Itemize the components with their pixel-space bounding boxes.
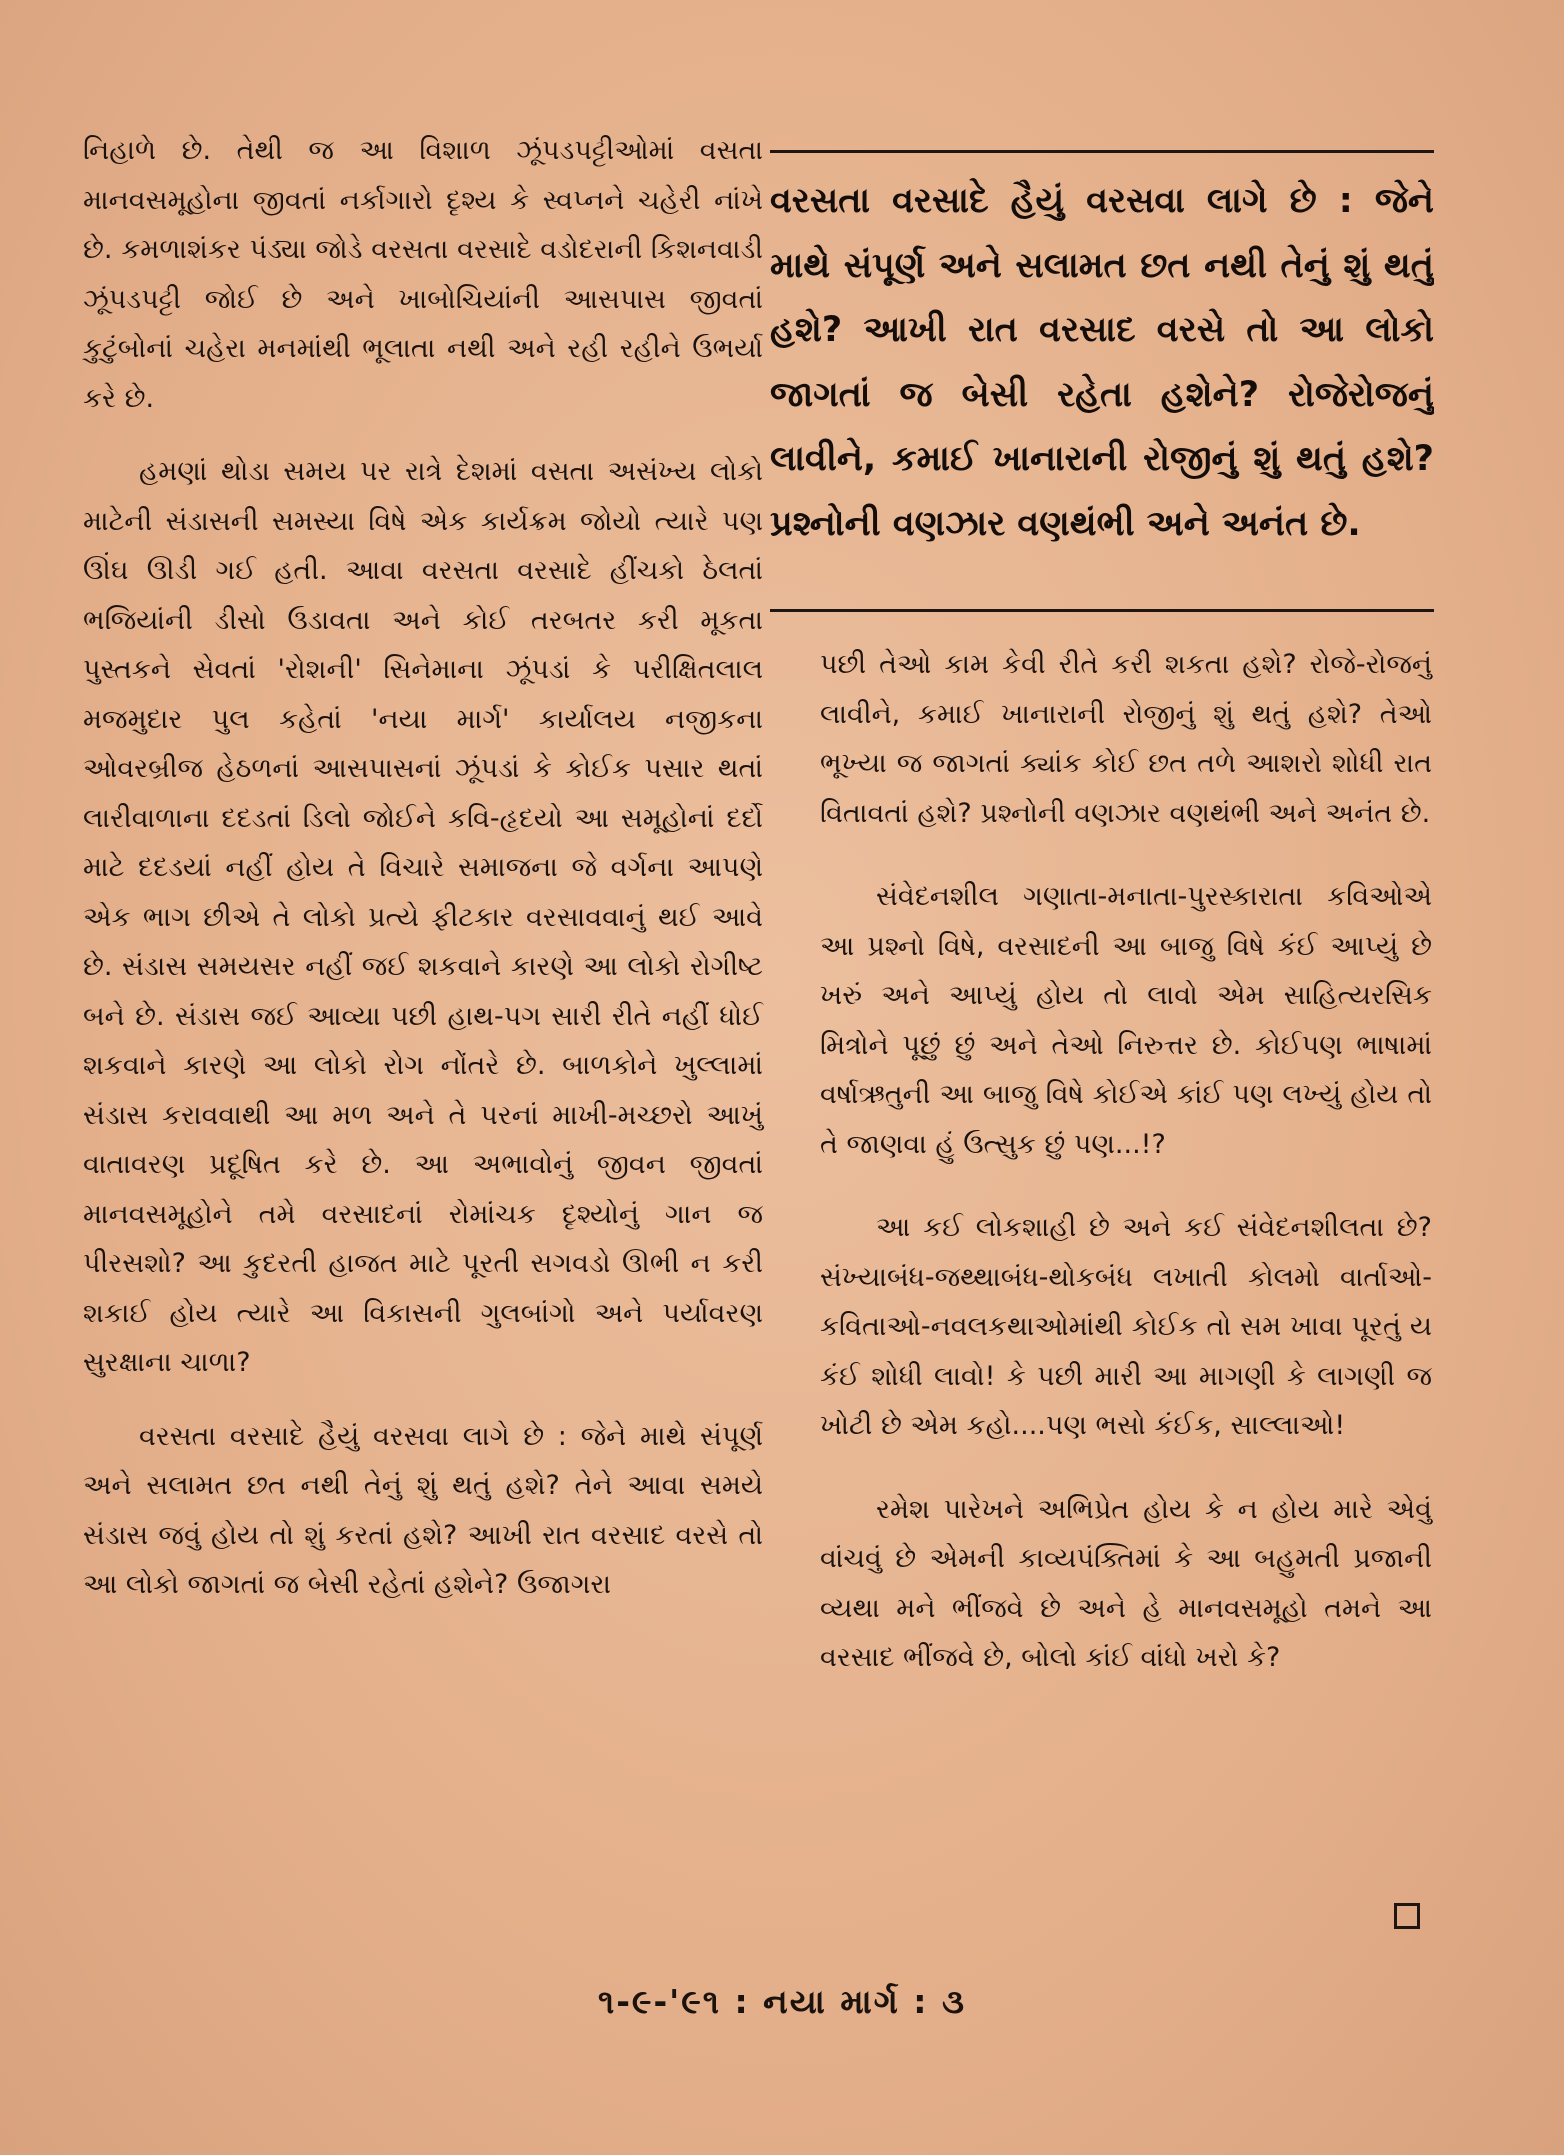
end-of-article-mark <box>1394 1903 1420 1929</box>
right-paragraph-4: રમેશ પારેખને અભિપ્રેત હોય કે ન હોય મારે એવું વાંચવું છે એમની કાવ્યપંક્તિમાં કે આ બહુમતી પ્રજાની વ્યથા મને ભીંજવે છે અને હે માનવસમૂહો તમને આ વરસાદ ભીંજવે છે, બોલો કાંઈ વાંધો ખરો કે? <box>820 1493 1432 1673</box>
left-paragraph-2: હમણાં થોડા સમય પર રાત્રે દેશમાં વસતા અસંખ્ય લોકો માટેની સંડાસની સમસ્યા વિષે એક કાર્યક્રમ જોયો ત્યારે પણ ઊંઘ ઊડી ગઈ હતી. આવા વરસતા વરસાદે હીંચકો ઠેલતાં ભજિયાંની ડીસો ઉડાવતા અને કોઈ તરબતર કરી મૂકતા પુસ્તકને સેવતાં 'રોશની' સિનેમાના ઝૂંપડાં કે પરીક્ષિતલાલ મજમુદાર પુલ કહેતાં 'નયા માર્ગ' કાર્યાલય નજીકના ઓવરબ્રીજ હેઠળનાં આસપાસનાં ઝૂંપડાં કે કોઈક પસાર થતાં લારીવાળાના દદડતાં ડિલો જોઈને કવિ-હૃદયો આ સમૂહોનાં દર્દો માટે દદડયાં નહીં હોય તે વિચારે સમાજના જે વર્ગના આપણે એક ભાગ છીએ તે લોકો પ્રત્યે ફીટકાર વરસાવવાનું થઈ આવે છે. સંડાસ સમયસર નહીં જઈ શકવાને કારણે આ લોકો રોગીષ્ટ બને છે. સંડાસ જઈ આવ્યા પછી હાથ-પગ સારી રીતે નહીં ધોઈ શકવાને કારણે આ લોકો રોગ નોંતરે છે. બાળકોને ખુલ્લામાં સંડાસ કરાવવાથી આ મળ અને તે પરનાં માખી-મચ્છરો આખું વાતાવરણ પ્રદૂષિત કરે છે. આ અભાવોનું જીવન જીવતાં માનવસમૂહોને તમે વરસાદનાં રોમાંચક દૃશ્યોનું ગાન જ પીરસશો? આ કુદરતી હાજત માટે પૂરતી સગવડો ઊભી ન કરી શકાઈ હોય ત્યારે આ વિકાસની ગુલબાંગો અને પર્યાવરણ સુરક્ષાના ચાળા? <box>83 456 763 1378</box>
left-paragraph-3: વરસતા વરસાદે હૈયું વરસવા લાગે છે : જેને માથે સંપૂર્ણ અને સલામત છત નથી તેનું શું થતું હશે? તેને આવા સમયે સંડાસ જવું હોય તો શું કરતાં હશે? આખી રાત વરસાદ વરસે તો આ લોકો જાગતાં જ બેસી રહેતાં હશેને? ઉજાગરા <box>83 1420 763 1600</box>
pull-quote-box <box>770 150 1434 612</box>
pull-quote-top-rule <box>770 150 1434 153</box>
right-paragraph-2: સંવેદનશીલ ગણાતા-મનાતા-પુરસ્કારાતા કવિઓએ આ પ્રશ્નો વિષે, વરસાદની આ બાજુ વિષે કંઈ આપ્યું છે ખરું અને આપ્યું હોય તો લાવો એમ સાહિત્યરસિક મિત્રોને પૂછું છું અને તેઓ નિરુત્તર છે. કોઈપણ ભાષામાં વર્ષાઋતુની આ બાજુ વિષે કોઈએ કાંઈ પણ લખ્યું હોય તો તે જાણવા હું ઉત્સુક છું પણ...!? <box>820 881 1432 1160</box>
right-paragraph-1: પછી તેઓ કામ કેવી રીતે કરી શકતા હશે? રોજે-રોજનું લાવીને, કમાઈ ખાનારાની રોજીનું શું થતું હશે? તેઓ ભૂખ્યા જ જાગતાં ક્યાંક કોઈ છત તળે આશરો શોધી રાત વિતાવતાં હશે? પ્રશ્નોની વણઝાર વણથંભી અને અનંત છે. <box>820 649 1432 829</box>
left-column <box>83 126 763 1610</box>
right-column <box>820 640 1432 1683</box>
left-paragraph-1: નિહાળે છે. તેથી જ આ વિશાળ ઝૂંપડપટ્ટીઓમાં વસતા માનવસમૂહોના જીવતાં નર્કાગારો દૃશ્ય કે સ્વપ્નને ચહેરી નાંખે છે. કમળાશંકર પંડ્યા જોડે વરસતા વરસાદે વડોદરાની કિશનવાડી ઝૂંપડપટ્ટી જોઈ છે અને ખાબોચિયાંની આસપાસ જીવતાં કુટુંબોનાં ચહેરા મનમાંથી ભૂલાતા નથી અને રહી રહીને ઉભર્યા કરે છે. <box>83 135 763 414</box>
page-footer: ૧-૯-'૯૧ : નયા માર્ગ : ૩ <box>598 1982 966 2021</box>
pull-quote-bottom-rule <box>770 609 1434 612</box>
pull-quote-text: વરસતા વરસાદે હૈયું વરસવા લાગે છે : જેને માથે સંપૂર્ણ અને સલામત છત નથી તેનું શું થતું હશે? આખી રાત વરસાદ વરસે તો આ લોકો જાગતાં જ બેસી રહેતા હશેને? રોજેરોજનું લાવીને, કમાઈ ખાનારાની રોજીનું શું થતું હશે? પ્રશ્નોની વણઝાર વણથંભી અને અનંત છે. <box>770 181 1434 544</box>
right-paragraph-3: આ કઈ લોકશાહી છે અને કઈ સંવેદનશીલતા છે? સંખ્યાબંધ-જથ્થાબંધ-થોકબંધ લખાતી કોલમો વાર્તાઓ-કવિતાઓ-નવલકથાઓમાંથી કોઈક તો સમ ખાવા પૂરતું ય કંઈ શોધી લાવો! કે પછી મારી આ માગણી કે લાગણી જ ખોટી છે એમ કહો....પણ ભસો કંઈક, સાલ્લાઓ! <box>820 1212 1432 1441</box>
